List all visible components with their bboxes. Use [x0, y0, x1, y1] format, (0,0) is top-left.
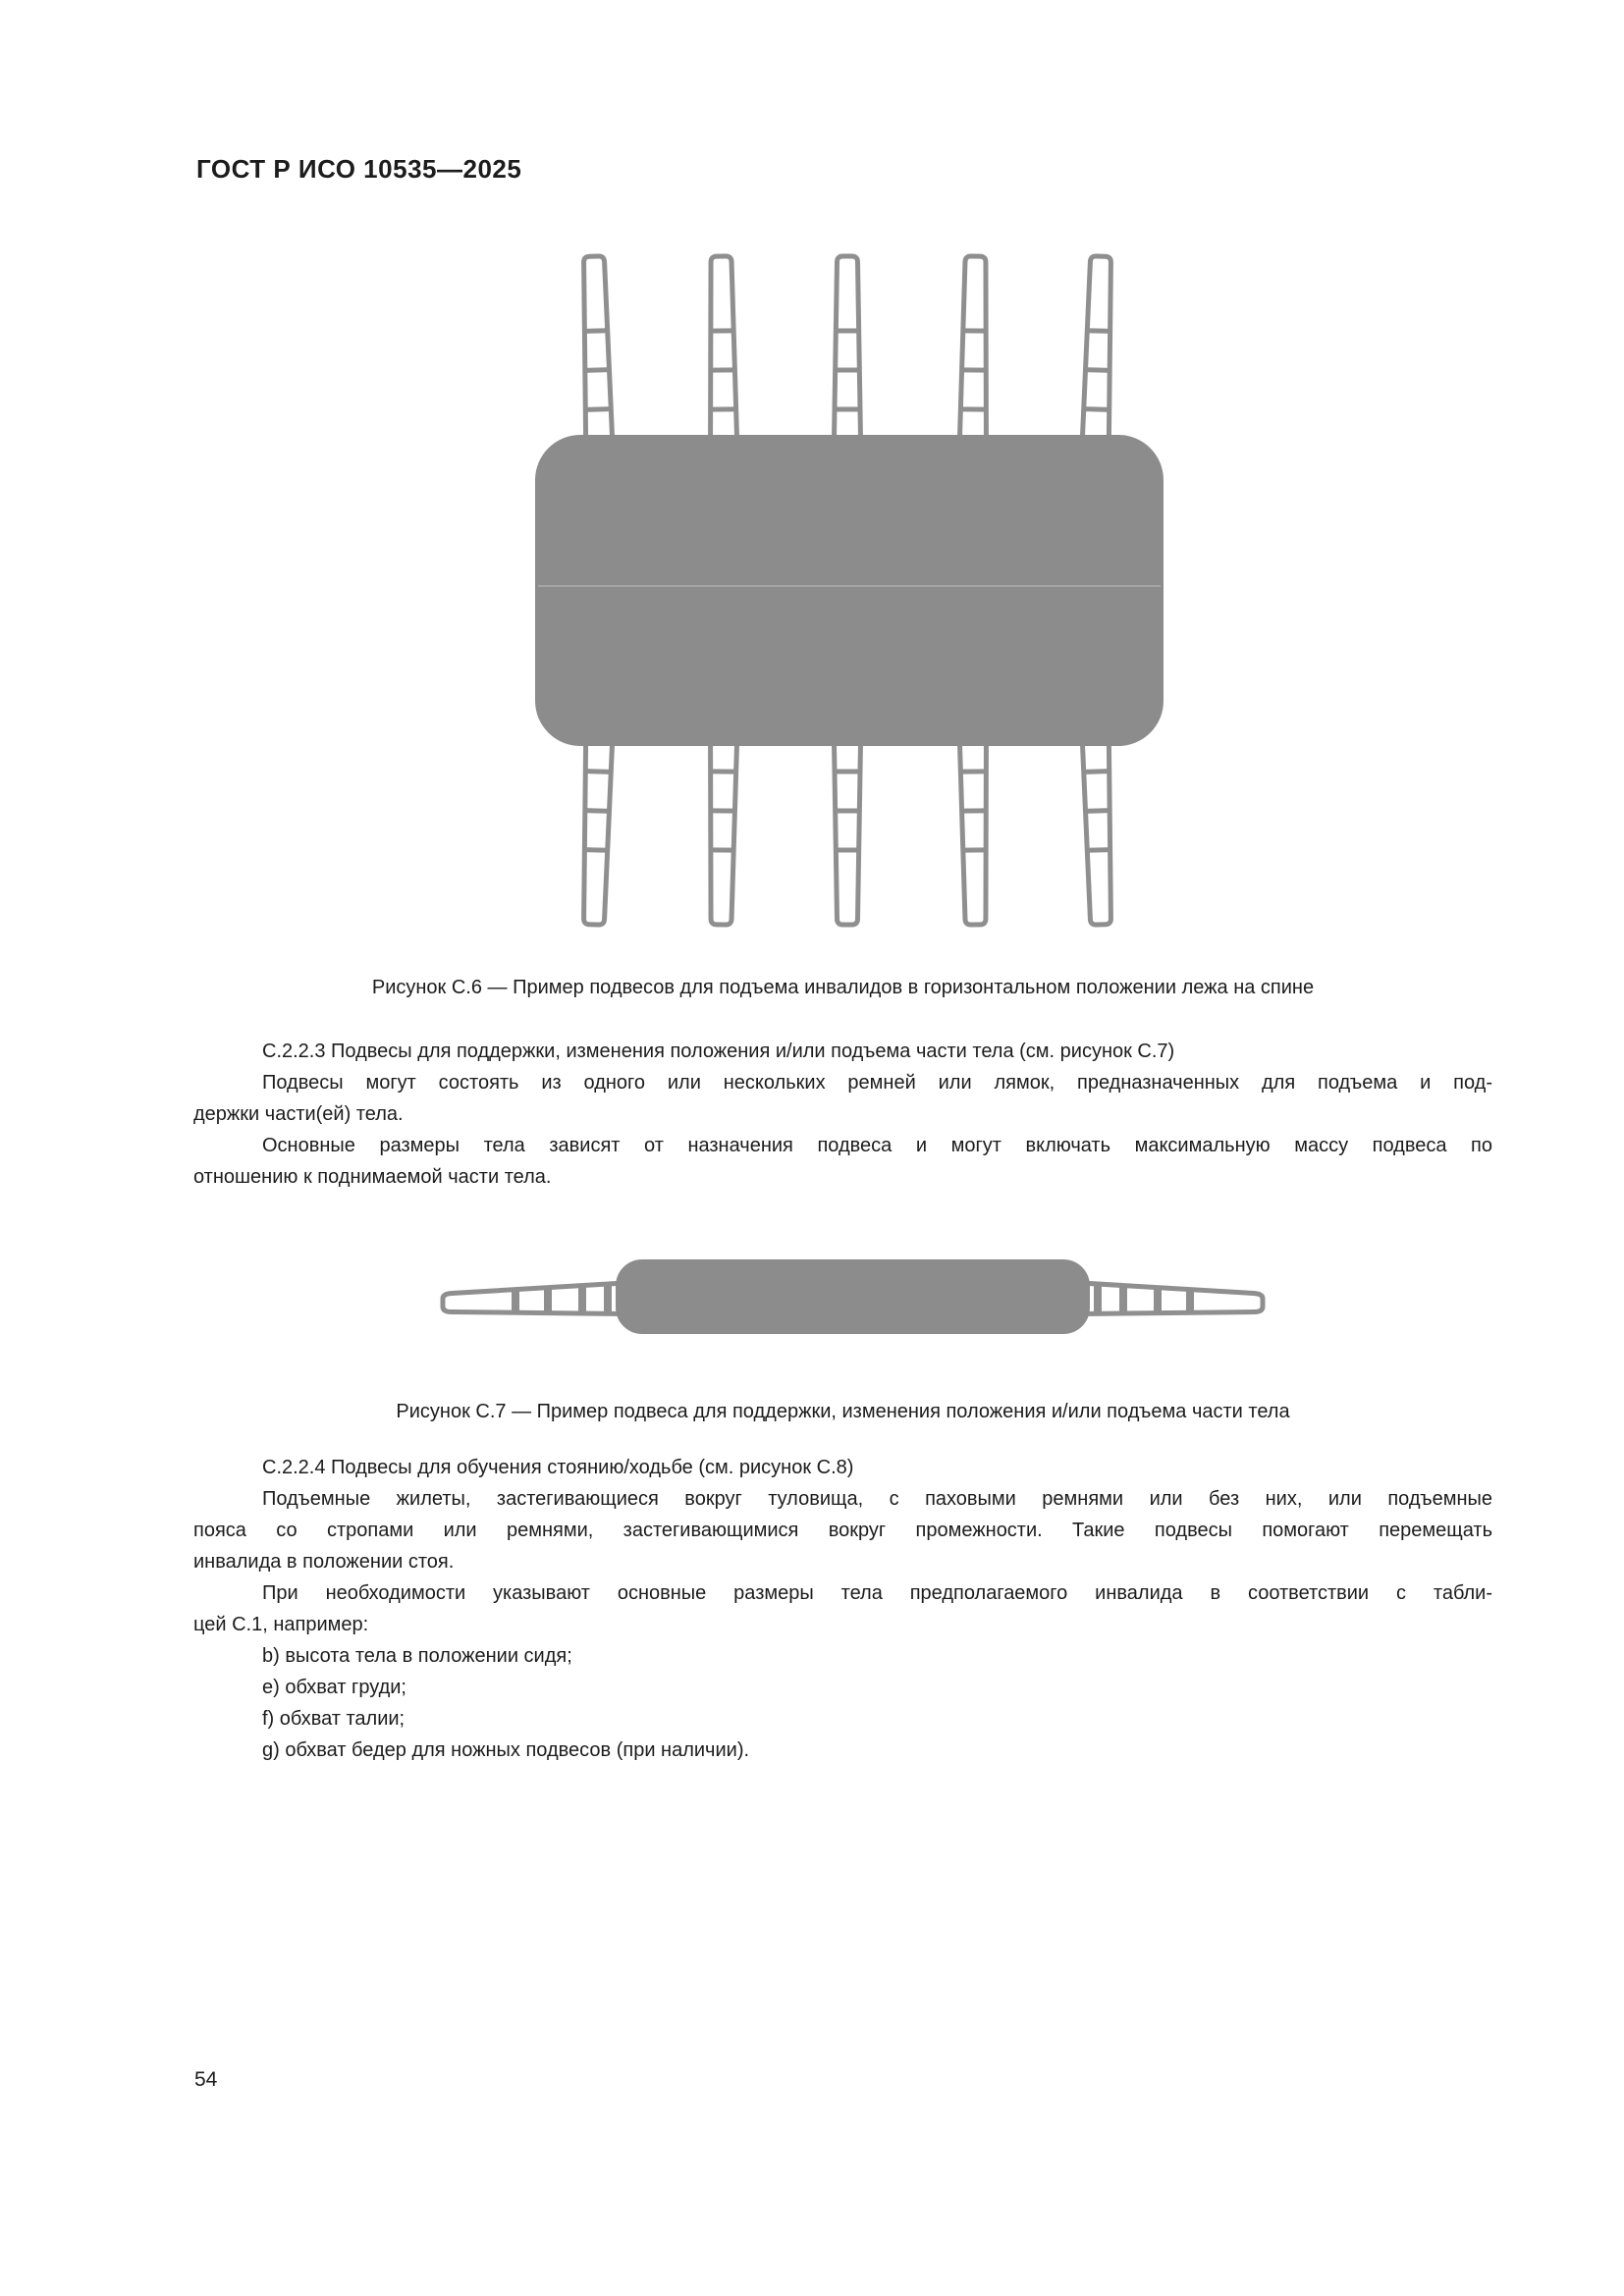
belt-body [616, 1259, 1090, 1334]
text-line: С.2.2.4 Подвесы для обучения стоянию/ходьбе (см. рисунок С.8) [262, 1457, 854, 1478]
section-c224-text [193, 1452, 1492, 1766]
text-line: При необходимости указывают основные размеры тела предполагаемого инвалида в соответствии с табли- [262, 1582, 1492, 1604]
text-line: b) высота тела в положении сидя; [262, 1645, 572, 1667]
text-line: f) обхват талии; [262, 1708, 406, 1730]
text-line: Подвесы могут состоять из одного или нескольких ремней или лямок, предназначенных для подъема и под- [262, 1072, 1492, 1094]
text-line: g) обхват бедер для ножных подвесов (при наличии). [262, 1739, 750, 1761]
text-line: С.2.2.3 Подвесы для поддержки, изменения положения и/или подъема части тела (см. рисунок С.7) [262, 1041, 1175, 1062]
text-line: инвалида в положении стоя. [193, 1551, 455, 1573]
text-line: отношению к поднимаемой части тела. [193, 1166, 552, 1188]
text-line: цей С.1, например: [193, 1614, 369, 1635]
text-line: Основные размеры тела зависят от назначения подвеса и могут включать максимальную массу подвеса по [262, 1135, 1492, 1156]
sling-body [535, 435, 1164, 746]
section-c223-text [193, 1036, 1492, 1193]
text-line: пояса со стропами или ремнями, застегивающимися вокруг промежности. Такие подвесы помогают перемещать [193, 1520, 1492, 1541]
page-number: 54 [194, 2068, 218, 2091]
text-line: e) обхват груди; [262, 1677, 406, 1698]
document-header: ГОСТ Р ИСО 10535—2025 [196, 154, 522, 184]
figure-c7-diagram [432, 1239, 1276, 1347]
figure-c7-caption: Рисунок С.7 — Пример подвеса для поддержки, изменения положения и/или подъема части тела [396, 1401, 1290, 1422]
text-line: Подъемные жилеты, застегивающиеся вокруг туловища, с паховыми ремнями или без них, или подъемные [262, 1488, 1492, 1510]
figure-c6-diagram [511, 250, 1198, 928]
figure-c6-caption: Рисунок С.6 — Пример подвесов для подъема инвалидов в горизонтальном положении лежа на спине [371, 977, 1315, 998]
text-line: держки части(ей) тела. [193, 1103, 404, 1125]
